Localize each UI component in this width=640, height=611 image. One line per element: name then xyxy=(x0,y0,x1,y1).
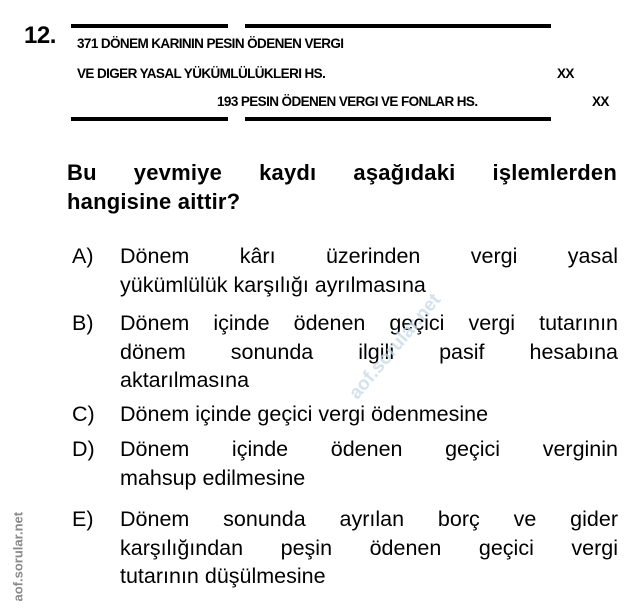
option-b-letter: B) xyxy=(72,311,94,335)
question-number: 12. xyxy=(24,22,56,49)
journal-top-rule-left xyxy=(71,24,228,28)
option-c[interactable] xyxy=(72,400,618,429)
diagonal-watermark: aof.sorular.net xyxy=(345,289,446,404)
journal-top-rule-right xyxy=(245,24,551,28)
journal-credit-amount: XX xyxy=(592,94,609,109)
journal-debit-line-1: 371 DÖNEM KARININ PESIN ÖDENEN VERGI xyxy=(77,36,344,51)
question-stem-line-1: Bu yevmiye kaydı aşağıdaki işlemlerden xyxy=(67,160,617,185)
option-d-letter: D) xyxy=(72,437,95,461)
option-d[interactable] xyxy=(72,435,618,492)
option-b[interactable] xyxy=(72,309,618,395)
option-e-line-1: Dönem sonunda ayrılan borç ve gider xyxy=(120,507,618,531)
option-d-line-1: Dönem içinde ödenen geçici verginin xyxy=(120,437,618,461)
option-a-line-2: yükümlülük karşılığı ayrılmasına xyxy=(120,272,426,297)
side-watermark xyxy=(4,500,24,604)
journal-bottom-rule-left xyxy=(71,117,228,121)
journal-credit-line: 193 PESIN ÖDENEN VERGI VE FONLAR HS. xyxy=(217,94,478,109)
option-e-line-2: karşılığından peşin ödenen geçici vergi xyxy=(120,535,618,560)
option-b-line-2: dönem sonunda ilgili pasif hesabına xyxy=(120,339,618,364)
option-b-line-1: Dönem içinde ödenen geçici vergi tutarının xyxy=(120,311,618,335)
option-e-line-3: tutarının düşülmesine xyxy=(120,564,326,588)
option-d-line-2: mahsup edilmesine xyxy=(120,465,306,490)
question-stem-line-2: hangisine aittir? xyxy=(67,189,241,214)
option-c-letter: C) xyxy=(72,402,95,426)
option-a-line-1: Dönem kârı üzerinden vergi yasal xyxy=(120,244,618,268)
journal-bottom-rule-right xyxy=(245,117,551,121)
journal-debit-line-2: VE DIGER YASAL YÜKÜMLÜLÜKLERI HS. xyxy=(77,66,326,81)
side-watermark-text: aof.sorular.net xyxy=(10,511,26,602)
option-a-letter: A) xyxy=(72,244,94,268)
option-a[interactable] xyxy=(72,242,618,299)
option-b-line-3: aktarılmasına xyxy=(120,368,250,392)
option-e[interactable] xyxy=(72,505,618,591)
option-e-letter: E) xyxy=(72,507,94,531)
journal-debit-amount: XX xyxy=(557,66,574,81)
option-c-line-1: Dönem içinde geçici vergi ödenmesine xyxy=(120,402,489,426)
question-stem xyxy=(67,158,617,216)
